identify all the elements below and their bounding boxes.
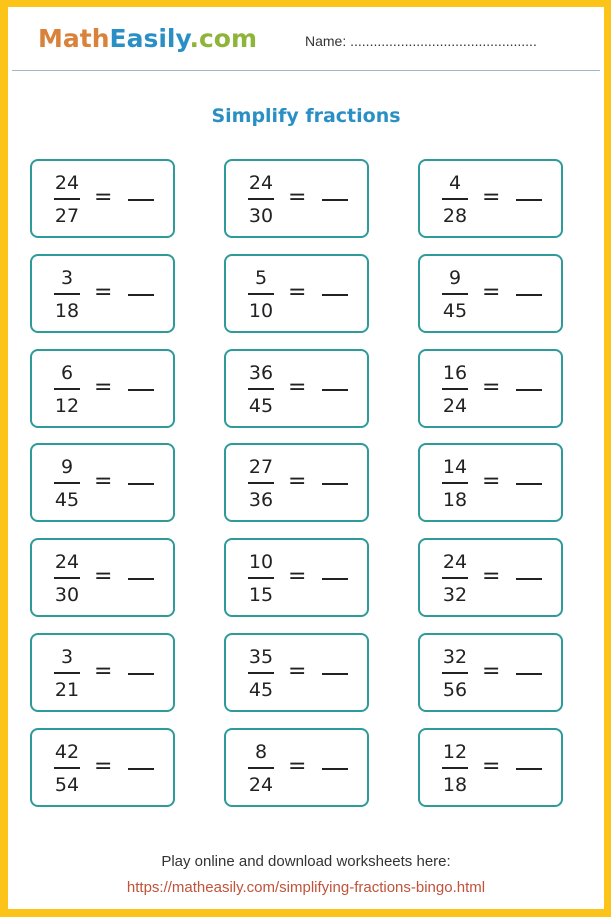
answer-blank[interactable] (322, 673, 348, 675)
equals-sign: = (288, 564, 307, 589)
fraction (438, 266, 472, 323)
fraction-card (224, 349, 369, 428)
fraction (50, 740, 84, 797)
fraction (50, 550, 84, 607)
fraction-card (224, 538, 369, 617)
fraction-bar (442, 577, 468, 579)
numerator: 35 (248, 646, 274, 668)
answer-blank[interactable] (516, 199, 542, 201)
denominator: 32 (442, 584, 468, 606)
fraction-bar (54, 293, 80, 295)
logo-math: Math (38, 24, 110, 53)
numerator: 10 (248, 551, 274, 573)
answer-blank[interactable] (128, 768, 154, 770)
fraction-card (418, 538, 563, 617)
fraction (244, 361, 278, 418)
answer-blank[interactable] (322, 578, 348, 580)
site-logo (38, 24, 257, 53)
fraction (50, 645, 84, 702)
fraction (438, 171, 472, 228)
fraction (244, 645, 278, 702)
fraction-bar (248, 672, 274, 674)
fraction-bar (442, 388, 468, 390)
denominator: 45 (442, 300, 468, 322)
answer-blank[interactable] (322, 768, 348, 770)
fraction (50, 455, 84, 512)
answer-blank[interactable] (322, 294, 348, 296)
numerator: 36 (248, 362, 274, 384)
numerator: 24 (442, 551, 468, 573)
footer-text: Play online and download worksheets here: (161, 853, 451, 870)
answer-blank[interactable] (128, 673, 154, 675)
fraction (244, 455, 278, 512)
equals-sign: = (288, 469, 307, 494)
fraction-card (224, 633, 369, 712)
answer-blank[interactable] (516, 483, 542, 485)
equals-sign: = (94, 469, 113, 494)
denominator: 10 (248, 300, 274, 322)
fraction-card (30, 443, 175, 522)
fraction-card (30, 538, 175, 617)
worksheet-title: Simplify fractions (211, 105, 401, 127)
name-field-label: Name: ................................................ (305, 33, 537, 49)
answer-blank[interactable] (322, 199, 348, 201)
numerator: 12 (442, 741, 468, 763)
fraction-bar (442, 482, 468, 484)
fraction-bar (54, 767, 80, 769)
equals-sign: = (94, 754, 113, 779)
logo-easily: Easily (109, 24, 190, 53)
answer-blank[interactable] (516, 389, 542, 391)
numerator: 32 (442, 646, 468, 668)
denominator: 45 (54, 489, 80, 511)
fraction-bar (248, 293, 274, 295)
answer-blank[interactable] (516, 578, 542, 580)
fraction-bar (54, 577, 80, 579)
fraction (50, 171, 84, 228)
denominator: 45 (248, 395, 274, 417)
fraction-card (30, 254, 175, 333)
equals-sign: = (482, 659, 501, 684)
fraction-bar (248, 198, 274, 200)
equals-sign: = (288, 280, 307, 305)
fraction-card (30, 159, 175, 238)
denominator: 45 (248, 679, 274, 701)
fraction (438, 550, 472, 607)
denominator: 30 (54, 584, 80, 606)
fraction-bar (248, 767, 274, 769)
equals-sign: = (288, 659, 307, 684)
fraction-bar (54, 482, 80, 484)
fraction (438, 645, 472, 702)
answer-blank[interactable] (128, 199, 154, 201)
equals-sign: = (482, 469, 501, 494)
answer-blank[interactable] (128, 294, 154, 296)
equals-sign: = (288, 375, 307, 400)
denominator: 36 (248, 489, 274, 511)
denominator: 54 (54, 774, 80, 796)
equals-sign: = (482, 280, 501, 305)
fraction (438, 455, 472, 512)
fraction (438, 361, 472, 418)
fraction-card (418, 443, 563, 522)
answer-blank[interactable] (128, 389, 154, 391)
fraction (438, 740, 472, 797)
numerator: 9 (60, 456, 74, 478)
equals-sign: = (482, 375, 501, 400)
answer-blank[interactable] (322, 483, 348, 485)
fraction-bar (442, 198, 468, 200)
fraction (244, 740, 278, 797)
logo-com: .com (189, 24, 258, 53)
denominator: 30 (248, 205, 274, 227)
numerator: 3 (60, 267, 74, 289)
fraction-card (418, 728, 563, 807)
equals-sign: = (94, 375, 113, 400)
denominator: 56 (442, 679, 468, 701)
numerator: 24 (248, 172, 274, 194)
denominator: 12 (54, 395, 80, 417)
denominator: 24 (248, 774, 274, 796)
equals-sign: = (482, 754, 501, 779)
equals-sign: = (482, 185, 501, 210)
fraction-bar (442, 672, 468, 674)
fraction-card (30, 349, 175, 428)
fraction-card (224, 728, 369, 807)
numerator: 14 (442, 456, 468, 478)
fraction (244, 266, 278, 323)
fraction-bar (248, 482, 274, 484)
fraction-bar (442, 767, 468, 769)
denominator: 15 (248, 584, 274, 606)
fraction-card (30, 633, 175, 712)
fraction-card (30, 728, 175, 807)
fraction-bar (54, 672, 80, 674)
fraction-card (418, 159, 563, 238)
fraction-card (418, 349, 563, 428)
fraction-card (224, 443, 369, 522)
numerator: 16 (442, 362, 468, 384)
denominator: 28 (442, 205, 468, 227)
equals-sign: = (288, 754, 307, 779)
footer-link[interactable]: https://matheasily.com/simplifying-fractions-bingo.html (126, 879, 486, 896)
fraction-bar (248, 577, 274, 579)
equals-sign: = (288, 185, 307, 210)
numerator: 24 (54, 172, 80, 194)
fraction-card (224, 254, 369, 333)
equals-sign: = (94, 659, 113, 684)
numerator: 42 (54, 741, 80, 763)
fraction-card (418, 633, 563, 712)
fraction-bar (442, 293, 468, 295)
answer-blank[interactable] (128, 483, 154, 485)
numerator: 4 (448, 172, 462, 194)
fraction (50, 361, 84, 418)
equals-sign: = (482, 564, 501, 589)
numerator: 3 (60, 646, 74, 668)
worksheet-page (8, 7, 604, 909)
answer-blank[interactable] (516, 294, 542, 296)
answer-blank[interactable] (516, 673, 542, 675)
fraction (244, 171, 278, 228)
answer-blank[interactable] (128, 578, 154, 580)
denominator: 18 (442, 774, 468, 796)
numerator: 27 (248, 456, 274, 478)
fraction-bar (248, 388, 274, 390)
numerator: 6 (60, 362, 74, 384)
numerator: 5 (254, 267, 268, 289)
fraction (244, 550, 278, 607)
numerator: 8 (254, 741, 268, 763)
denominator: 18 (442, 489, 468, 511)
fraction-card (224, 159, 369, 238)
fraction (50, 266, 84, 323)
equals-sign: = (94, 280, 113, 305)
answer-blank[interactable] (322, 389, 348, 391)
denominator: 27 (54, 205, 80, 227)
header-divider (12, 70, 600, 71)
denominator: 18 (54, 300, 80, 322)
equals-sign: = (94, 564, 113, 589)
denominator: 21 (54, 679, 80, 701)
fraction-bar (54, 388, 80, 390)
fraction-card (418, 254, 563, 333)
fraction-bar (54, 198, 80, 200)
denominator: 24 (442, 395, 468, 417)
equals-sign: = (94, 185, 113, 210)
answer-blank[interactable] (516, 768, 542, 770)
numerator: 9 (448, 267, 462, 289)
numerator: 24 (54, 551, 80, 573)
